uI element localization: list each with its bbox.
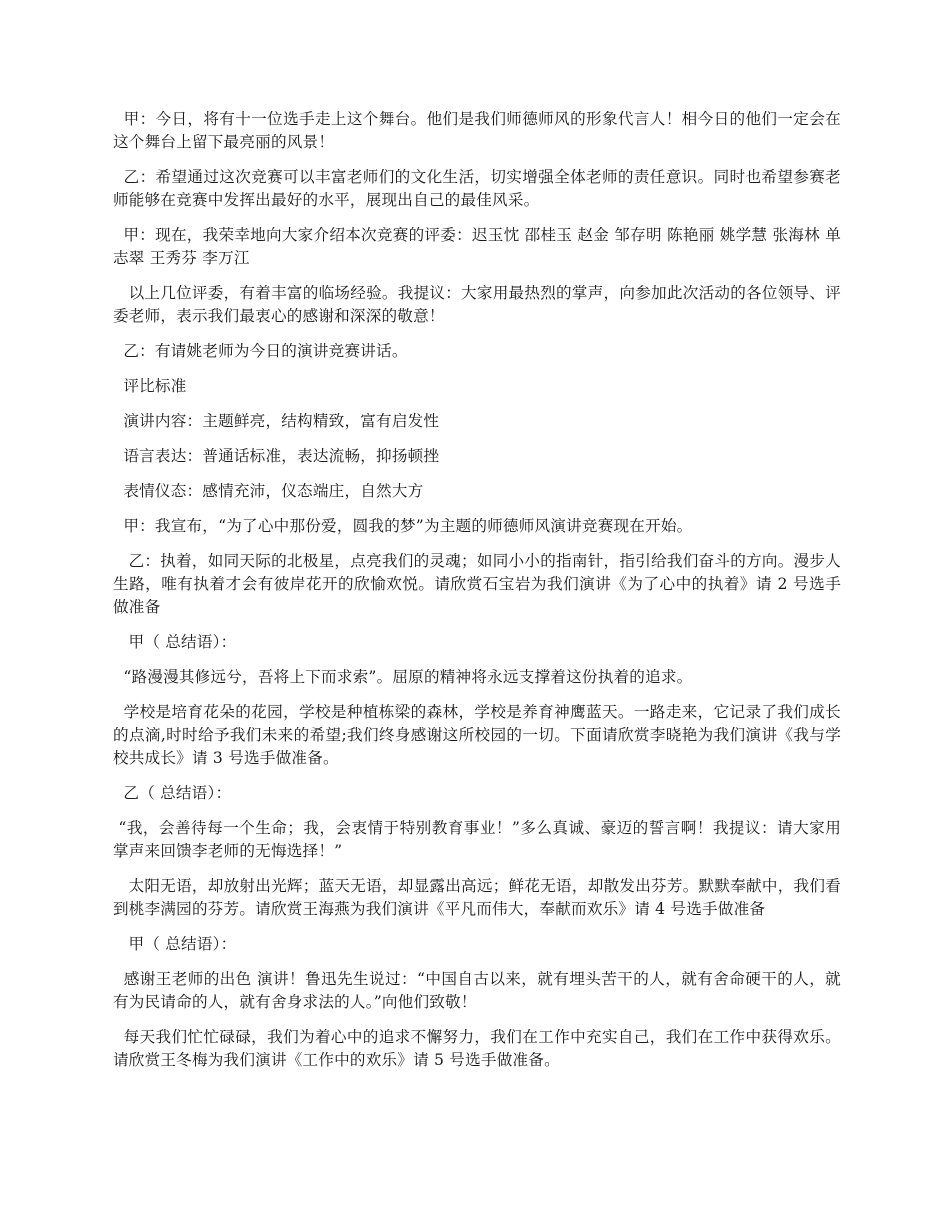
paragraph-luxun-quote: 感谢王老师的出色 演讲！鲁迅先生说过：“中国自古以来，就有埋头苦干的人，就有舍命硬干的人，就有为民请命的人，就有舍身求法的人。”向他们致敬！ (113, 970, 841, 1011)
paragraph-applause: 以上几位评委，有着丰富的临场经验。我提议：大家用最热烈的掌声，向参加此次活动的各位领导、评委老师，表示我们最衷心的感谢和深深的敬意！ (113, 284, 841, 325)
paragraph-speech-invite: 乙：有请姚老师为今日的演讲竞赛讲话。 (113, 342, 408, 360)
paragraph-vow: “我，会善待每一个生命；我，会衷情于特别教育事业！”多么真诚、豪迈的誓言啊！我提议：请大家用掌声来回馈李老师的无悔选择！” (113, 819, 841, 860)
paragraph-criteria-language: 语言表达：普通话标准，表达流畅，抑扬顿挫 (113, 447, 440, 465)
paragraph-contestant-3: 学校是培育花朵的花园，学校是种植栋梁的森林，学校是养育神鹰蓝天。一路走来，它记录了我们成长的点滴,时时给予我们未来的希望;我们终身感谢这所校园的一切。下面请欣赏李晓艳为我们演讲《我与学校共成长》请 3 号选手做准备。 (113, 703, 841, 767)
paragraph-summary-yi: 乙（ 总结语）： (113, 784, 232, 802)
paragraph-criteria-content: 演讲内容：主题鲜亮，结构精致，富有启发性 (113, 412, 440, 430)
paragraph-criteria-heading: 评比标准 (113, 377, 187, 395)
paragraph-intro-contestants: 甲：今日，将有十一位选手走上这个舞台。他们是我们师德师风的形象代言人！相今日的他们一定会在这个舞台上留下最亮丽的风景！ (113, 110, 841, 151)
paragraph-contestant-2: 乙：执着，如同天际的北极星，点亮我们的灵魂；如同小小的指南针，指引给我们奋斗的方向。漫步人生路，唯有执着才会有彼岸花开的欣愉欢悦。请欣赏石宝岩为我们演讲《为了心中的执着》请 2 号选手做准备 (113, 552, 841, 616)
document-body (113, 108, 841, 1084)
paragraph-quote-quyuan: “路漫漫其修远兮，吾将上下而求索”。屈原的精神将永远支撑着这份执着的追求。 (113, 668, 693, 686)
paragraph-contestant-4: 太阳无语，却放射出光辉；蓝天无语，却显露出高远；鲜花无语，却散发出芬芳。默默奉献中，我们看到桃李满园的芬芳。请欣赏王海燕为我们演讲《平凡而伟大，奉献而欢乐》请 4 号选手做准备 (113, 877, 841, 918)
paragraph-hope: 乙：希望通过这次竞赛可以丰富老师们的文化生活，切实增强全体老师的责任意识。同时也希望参赛老师能够在竞赛中发挥出最好的水平，展现出自己的最佳风采。 (113, 168, 841, 209)
paragraph-criteria-demeanor: 表情仪态：感情充沛，仪态端庄，自然大方 (113, 482, 424, 500)
paragraph-summary-jia-2: 甲（ 总结语）： (113, 935, 237, 953)
paragraph-summary-jia-1: 甲（ 总结语）： (113, 633, 237, 651)
paragraph-announce-start: 甲：我宣布，“为了心中那份爱，圆我的梦”为主题的师德师风演讲竞赛现在开始。 (113, 517, 693, 535)
paragraph-judges: 甲：现在，我荣幸地向大家介绍本次竞赛的评委：迟玉忱 邵桂玉 赵金 邹存明 陈艳丽 姚学慧 张海林 单志翠 王秀芬 李万江 (113, 226, 841, 267)
paragraph-contestant-5: 每天我们忙忙碌碌，我们为着心中的追求不懈努力，我们在工作中充实自己，我们在工作中获得欢乐。请欣赏王冬梅为我们演讲《工作中的欢乐》请 5 号选手做准备。 (113, 1028, 841, 1069)
